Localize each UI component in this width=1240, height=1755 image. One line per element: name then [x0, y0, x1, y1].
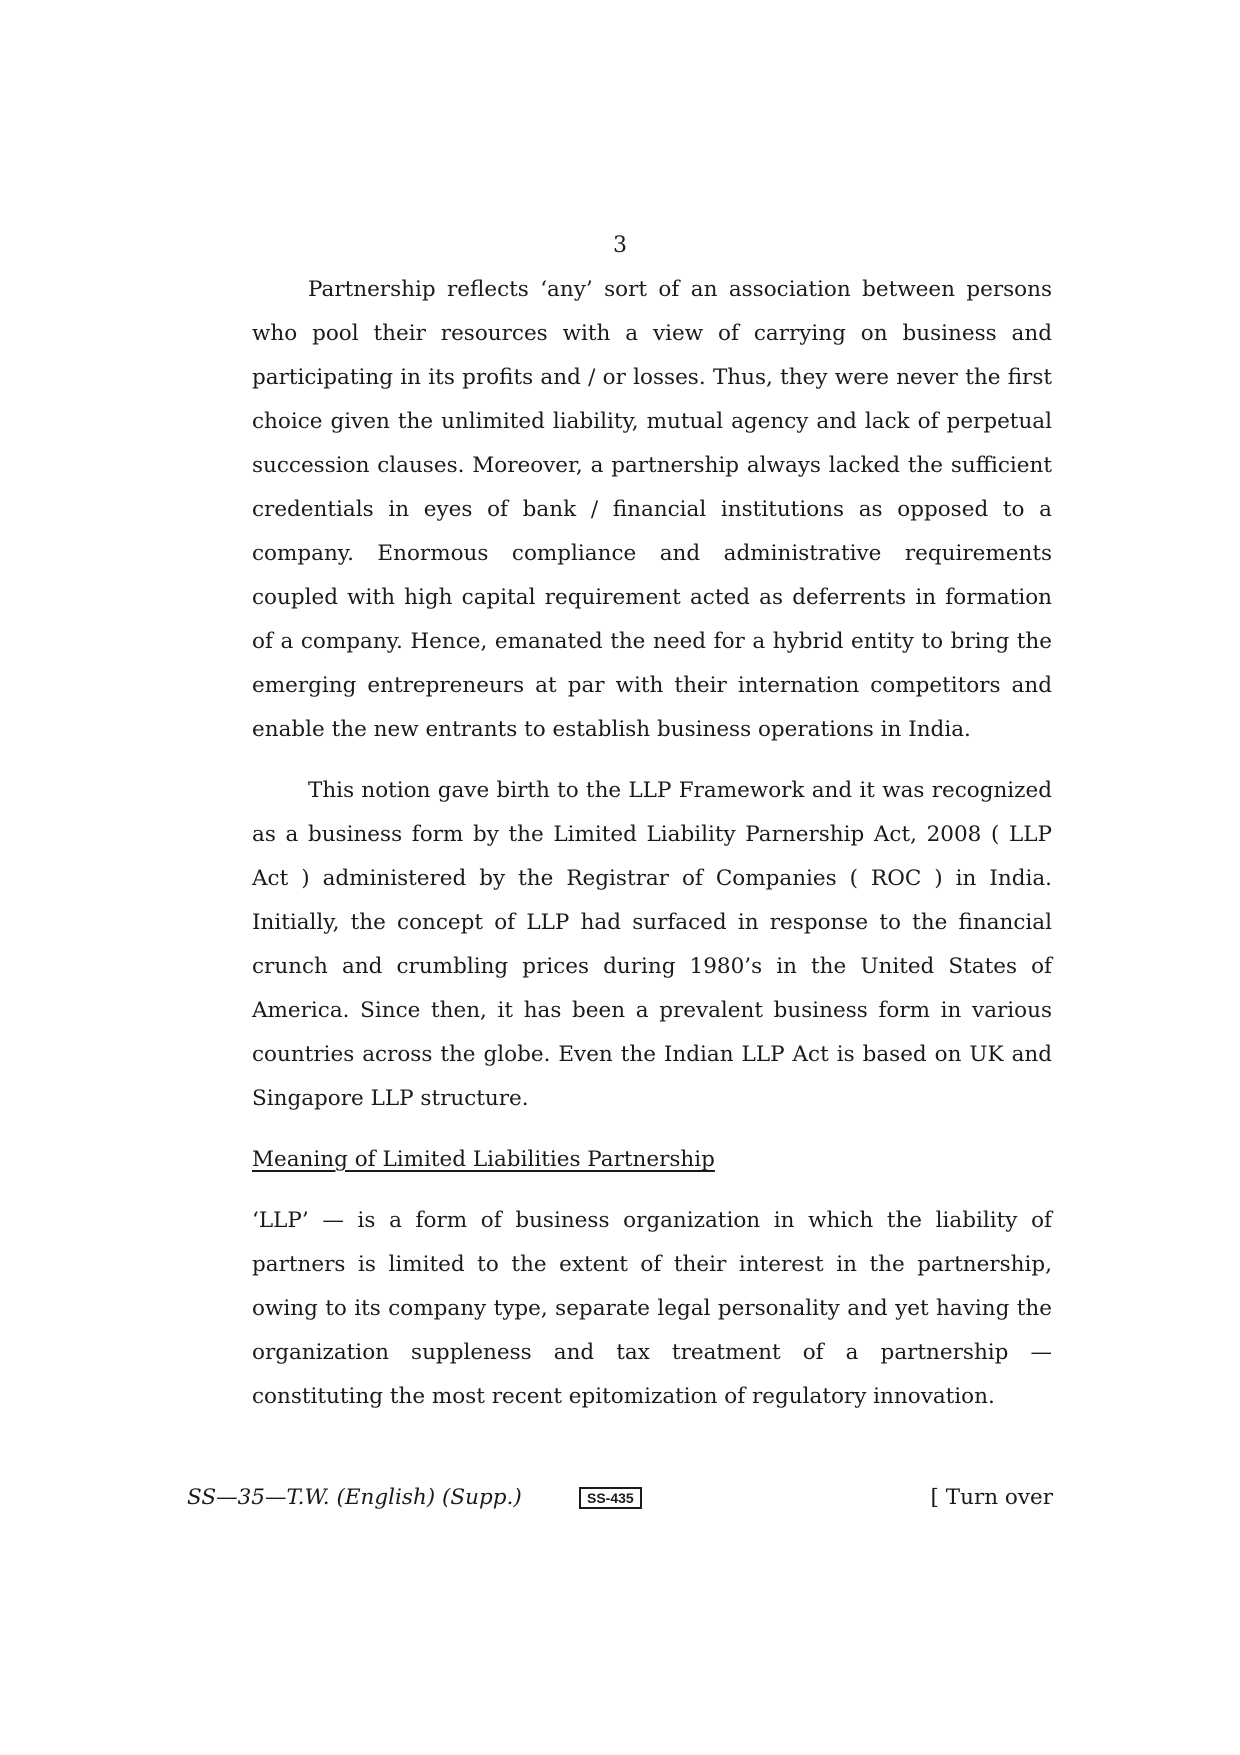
footer-boxed-code: SS-435	[579, 1487, 642, 1509]
paragraph-llp-meaning: ‘LLP’ — is a form of business organization in which the liability of partners is limited to the extent of their interest in the partnership, owing to its company type, separate legal personality and yet having the organization suppleness and tax treatment of a partnership — constituting the most recent epitomization of regulatory innovation.	[252, 1208, 1052, 1409]
page-number: 3	[613, 233, 627, 258]
footer-paper-code: SS—35—T.W. (English) (Supp.)	[187, 1485, 522, 1510]
paragraph-partnership: Partnership reflects ‘any’ sort of an association between persons who pool their resources with a view of carrying on business and participating in its profits and / or losses. Thus, they were never the first choice given the unlimited liability, mutual agency and lack of perpetual succession clauses. Moreover, a partnership always lacked the sufficient credentials in eyes of bank / financial institutions as opposed to a company. Enormous compliance and administrative requirements coupled with high capital requirement acted as deferrents in formation of a company. Hence, emanated the need for a hybrid entity to bring the emerging entrepreneurs at par with their internation competitors and enable the new entrants to establish business operations in India.	[252, 277, 1052, 742]
page-footer	[187, 1482, 1053, 1514]
turn-over-label: [ Turn over	[930, 1485, 1053, 1510]
document-body	[252, 268, 1052, 1419]
paragraph-llp-framework: This notion gave birth to the LLP Framework and it was recognized as a business form by the Limited Liability Parnership Act, 2008 ( LLP Act ) administered by the Registrar of Companies ( ROC ) in India. Initially, the concept of LLP had surfaced in response to the financial crunch and crumbling prices during 1980’s in the United States of America. Since then, it has been a prevalent business form in various countries across the globe. Even the Indian LLP Act is based on UK and Singapore LLP structure.	[252, 778, 1052, 1111]
section-heading: Meaning of Limited Liabilities Partnership	[252, 1147, 715, 1172]
